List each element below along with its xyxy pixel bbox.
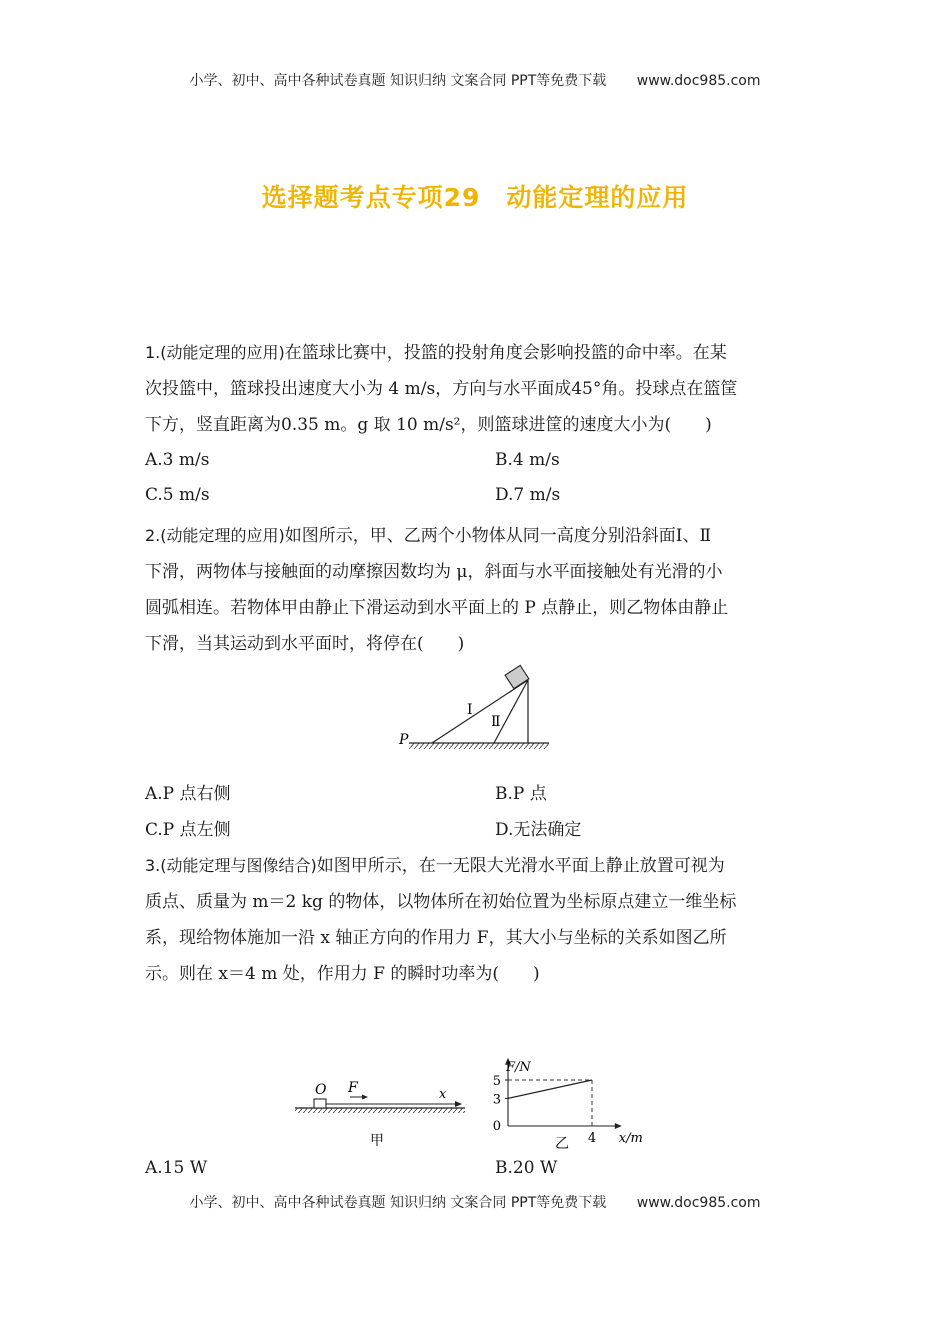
title-part1: 选择题考点专项29 — [261, 183, 481, 212]
q3-option-a: A.15 W — [145, 1158, 208, 1178]
q2-option-b: B.P 点 — [495, 784, 547, 804]
page-footer — [0, 1192, 950, 1212]
title-part2: 动能定理的应用 — [506, 183, 689, 212]
x-tick-label-4: 4 — [587, 1131, 597, 1146]
q2-option-d: D.无法确定 — [495, 820, 582, 840]
incline-2 — [494, 680, 528, 743]
incline-2-label: Ⅱ — [491, 714, 501, 730]
q1-option-c: C.5 m/s — [145, 485, 210, 505]
incline-1 — [432, 680, 528, 743]
y-tick-label-3: 3 — [492, 1092, 501, 1108]
origin-label: 0 — [492, 1119, 501, 1134]
caption-jia: 甲 — [370, 1133, 384, 1149]
x-axis-label: x/m — [618, 1131, 643, 1146]
q2-line-4: 下滑，当其运动到水平面时，将停在( ) — [145, 634, 465, 654]
force-label: F — [348, 1080, 358, 1096]
y-tick-label-5: 5 — [492, 1074, 501, 1089]
q2-text-1: 如图所示，甲、乙两个小物体从同一高度分别沿斜面Ⅰ、Ⅱ — [284, 526, 712, 546]
ground-hatch — [409, 743, 549, 749]
figure-jia — [290, 1075, 470, 1150]
object-box — [314, 1099, 326, 1108]
footer-site[interactable]: www.doc985.com — [636, 1195, 761, 1211]
q2-option-a: A.P 点右侧 — [145, 784, 231, 804]
q3-tag: 3.(动能定理与图像结合) — [145, 856, 317, 875]
page-header — [0, 70, 950, 90]
q1-tag: 1.(动能定理的应用) — [145, 343, 285, 362]
q1-option-a: A.3 m/s — [145, 450, 210, 470]
footer-text: 小学、初中、高中各种试卷真题 知识归纳 文案合同 PPT等免费下载 — [189, 1195, 607, 1211]
q1-text-1: 在篮球比赛中，投篮的投射角度会影响投篮的命中率。在某 — [284, 343, 727, 363]
figure-yi-chart — [480, 995, 665, 1150]
force-arrow-head — [362, 1095, 368, 1100]
q1-option-d: D.7 m/s — [495, 485, 561, 505]
incline-figure — [395, 664, 555, 754]
q3-line-2: 质点、质量为 m＝2 kg 的物体，以物体所在初始位置为坐标原点建立一维坐标 — [145, 892, 737, 912]
q3-line-3: 系，现给物体施加一沿 x 轴正方向的作用力 F，其大小与坐标的关系如图乙所 — [145, 928, 727, 948]
x-axis-arrow — [615, 1123, 622, 1129]
q3-text-1: 如图甲所示，在一无限大光滑水平面上静止放置可视为 — [316, 856, 725, 876]
q3-option-b: B.20 W — [495, 1158, 558, 1178]
q2-line-2: 下滑，两物体与接触面的动摩擦因数均为 μ，斜面与水平面接触处有光滑的小 — [145, 562, 723, 582]
ground-hatch-jia — [295, 1108, 465, 1113]
q1-line-2: 次投篮中，篮球投出速度大小为 4 m/s，方向与水平面成45°角。投球点在篮筐 — [145, 379, 738, 399]
q1-option-b: B.4 m/s — [495, 450, 560, 470]
point-p-label: P — [399, 732, 409, 748]
q1-line-3: 下方，竖直距离为0.35 m。g 取 10 m/s²，则篮球进筐的速度大小为( ) — [145, 415, 712, 435]
q3-line-4: 示。则在 x＝4 m 处，作用力 F 的瞬时功率为( ) — [145, 964, 540, 984]
q2-line-3: 圆弧相连。若物体甲由静止下滑运动到水平面上的 P 点静止，则乙物体由静止 — [145, 598, 729, 618]
x-arrow-head-jia — [455, 1101, 462, 1107]
q2-line-1 — [145, 521, 825, 546]
q2-tag: 2.(动能定理的应用) — [145, 526, 285, 545]
x-label-jia: x — [439, 1087, 447, 1102]
force-line — [508, 1080, 592, 1098]
header-site[interactable]: www.doc985.com — [636, 73, 761, 89]
q3-line-1 — [145, 851, 825, 876]
origin-label-jia: O — [315, 1082, 327, 1098]
q1-line-1 — [145, 338, 825, 363]
page-title — [0, 178, 950, 214]
caption-yi: 乙 — [555, 1136, 569, 1150]
q2-option-c: C.P 点左侧 — [145, 820, 231, 840]
y-axis-label: F/N — [506, 1059, 531, 1075]
incline-1-label: Ⅰ — [467, 702, 473, 718]
header-text: 小学、初中、高中各种试卷真题 知识归纳 文案合同 PPT等免费下载 — [189, 73, 607, 89]
